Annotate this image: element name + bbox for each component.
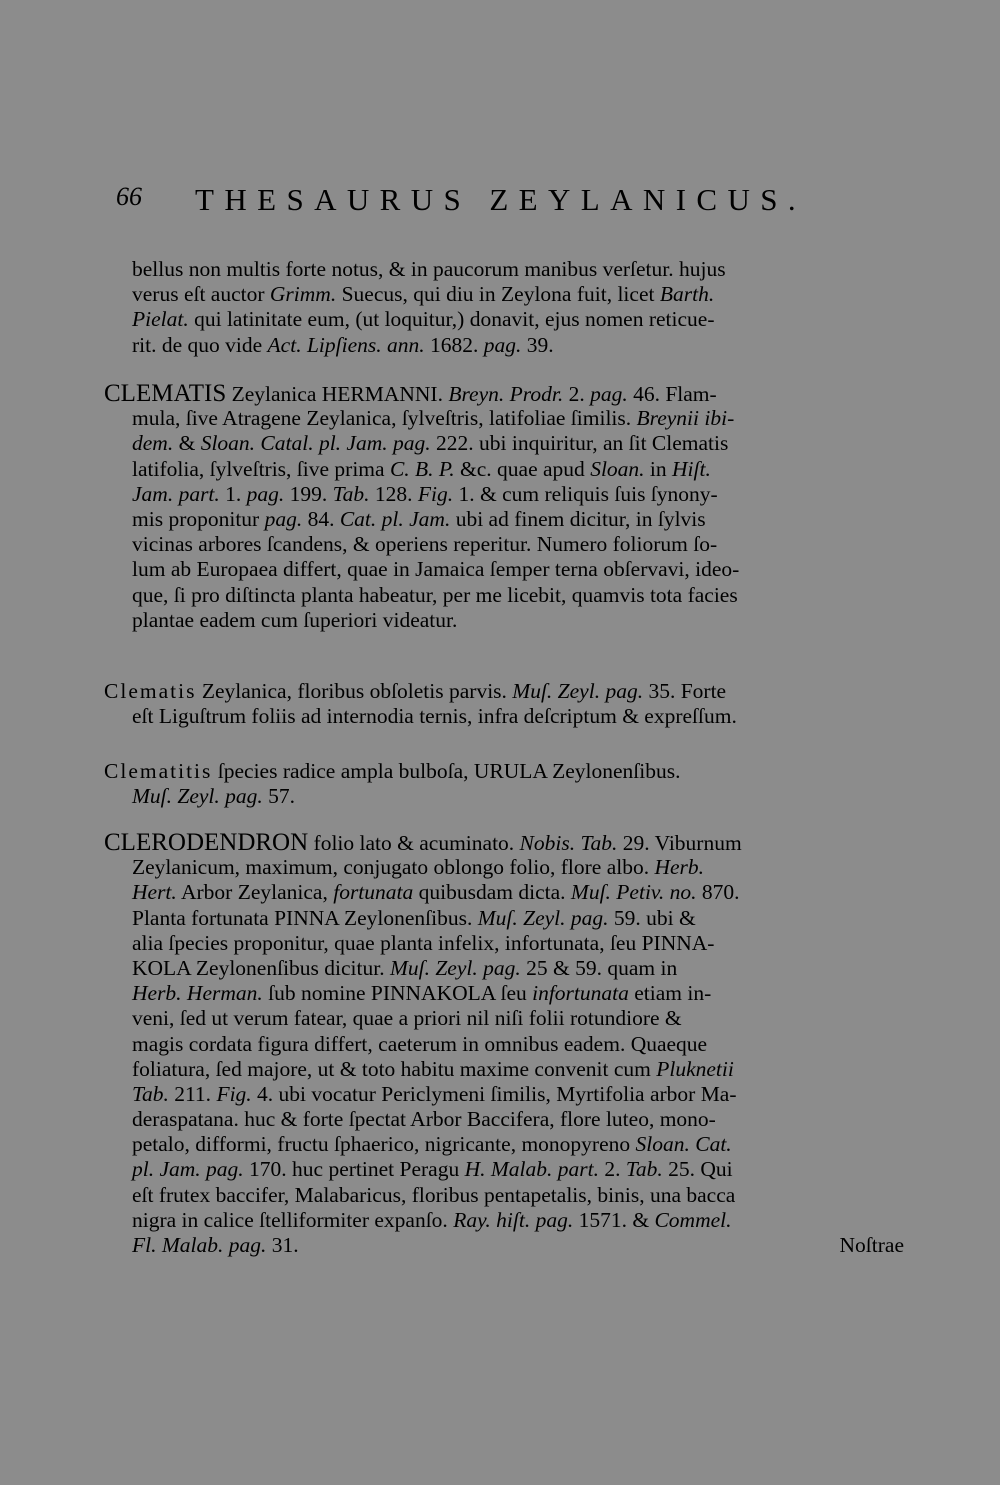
entry-clematitis bbox=[104, 759, 904, 809]
text-line: Planta fortunata PINNA Zeylonenſibus. Muſ. Zeyl. pag. 59. ubi & bbox=[132, 905, 696, 930]
text-line: nigra in calice ſtelliformiter expanſo. Ray. hiſt. pag. 1571. & Commel. bbox=[132, 1207, 732, 1232]
text-line: bellus non multis forte notus, & in paucorum manibus verſetur. hujus bbox=[132, 257, 726, 281]
text-line: Zeylanicum, maximum, conjugato oblongo folio, flore albo. Herb. bbox=[132, 855, 705, 880]
text-line: latifolia, ſylveſtris, ſive prima C. B. P. &c. quae apud Sloan. in Hiſt. bbox=[132, 456, 711, 481]
page-number: 66 bbox=[116, 182, 142, 211]
text-line: Pielat. qui latinitate eum, (ut loquitur,) donavit, ejus nomen reticue- bbox=[132, 307, 715, 332]
text-line: Jam. part. 1. pag. 199. Tab. 128. Fig. 1. & cum reliquis ſuis ſynony- bbox=[132, 481, 718, 506]
text-line: Tab. 211. Fig. 4. ubi vocatur Periclymeni ſimilis, Myrtifolia arbor Ma- bbox=[132, 1081, 737, 1106]
text-line: Hert. Arbor Zeylanica, fortunata quibusdam dicta. Muſ. Petiv. no. 870. bbox=[132, 880, 740, 905]
text-line: vicinas arbores ſcandens, & operiens reperitur. Numero foliorum ſo- bbox=[132, 532, 718, 557]
text-line: veni, ſed ut verum fatear, quae a priori nil niſi folii rotundiore & bbox=[132, 1006, 682, 1031]
text-line: lum ab Europaea differt, quae in Jamaica ſemper terna obſervavi, ideo- bbox=[132, 557, 740, 582]
text-line: CLEMATIS Zeylanica HERMANNI. Breyn. Prodr. 2. pag. 46. Flam- bbox=[104, 380, 717, 407]
catchword: Noſtrae bbox=[839, 1233, 904, 1257]
text-line: Clematitis ſpecies radice ampla bulboſa, URULA Zeylonenſibus. bbox=[104, 759, 681, 783]
headword: CLERODENDRON bbox=[104, 829, 309, 856]
text-line: Muſ. Zeyl. pag. 57. bbox=[132, 784, 296, 809]
text-line: Clematis Zeylanica, floribus obſoletis parvis. Muſ. Zeyl. pag. 35. Forte bbox=[104, 679, 727, 703]
text-line: magis cordata figura differt, caeterum in omnibus eadem. Quaeque bbox=[132, 1031, 708, 1056]
text-line: Fl. Malab. pag. 31. Noſtrae bbox=[132, 1233, 904, 1257]
text-line: alia ſpecies proponitur, quae planta infelix, infortunata, ſeu PINNA- bbox=[132, 930, 715, 955]
text-line: eſt Liguſtrum foliis ad internodia ternis, infra deſcriptum & expreſſum. bbox=[132, 704, 737, 729]
text-line: eſt frutex baccifer, Malabaricus, floribus pentapetalis, binis, una bacca bbox=[132, 1182, 736, 1207]
headword: CLEMATIS bbox=[104, 380, 227, 407]
text-line: pl. Jam. pag. 170. huc pertinet Peragu H. Malab. part. 2. Tab. 25. Qui bbox=[132, 1157, 733, 1182]
headword: Clematitis bbox=[104, 759, 213, 783]
text-line: verus eſt auctor Grimm. Suecus, qui diu in Zeylona fuit, licet Barth. bbox=[132, 282, 715, 307]
running-title: THESAURUS ZEYLANICUS. bbox=[195, 182, 807, 217]
text-line: que, ſi pro diſtincta planta habeatur, per me licebit, quamvis tota facies bbox=[132, 582, 738, 607]
entry-clematis-hermanni bbox=[104, 381, 904, 633]
text-line: Herb. Herman. ſub nomine PINNAKOLA ſeu infortunata etiam in- bbox=[132, 981, 712, 1006]
text-line: CLERODENDRON folio lato & acuminato. Nobis. Tab. 29. Viburnum bbox=[104, 829, 742, 856]
text-line: deraspatana. huc & forte ſpectat Arbor Baccifera, flore luteo, mono- bbox=[132, 1107, 716, 1132]
text-line: mula, ſive Atragene Zeylanica, ſylveſtris, latifoliae ſimilis. Breynii ibi- bbox=[132, 406, 735, 431]
text-line: foliatura, ſed majore, ut & toto habitu maxime convenit cum Pluknetii bbox=[132, 1056, 734, 1081]
text-line: KOLA Zeylonenſibus dicitur. Muſ. Zeyl. pag. 25 & 59. quam in bbox=[132, 955, 678, 980]
entry-clematis-zeylanica bbox=[104, 679, 904, 729]
entry-clerodendron bbox=[104, 830, 904, 1258]
text-line: dem. & Sloan. Catal. pl. Jam. pag. 222. ubi inquiritur, an ſit Clematis bbox=[132, 431, 729, 456]
paragraph-continuation bbox=[104, 257, 904, 358]
page-header bbox=[0, 182, 1000, 222]
text-line: petalo, difformi, fructu ſphaerico, nigricante, monopyreno Sloan. Cat. bbox=[132, 1132, 732, 1157]
text-line: rit. de quo vide Act. Lipſiens. ann. 1682. pag. 39. bbox=[132, 332, 554, 357]
text-line: plantae eadem cum ſuperiori videatur. bbox=[132, 607, 458, 632]
text-line: mis proponitur pag. 84. Cat. pl. Jam. ubi ad finem dicitur, in ſylvis bbox=[132, 506, 706, 531]
headword: Clematis bbox=[104, 679, 197, 703]
